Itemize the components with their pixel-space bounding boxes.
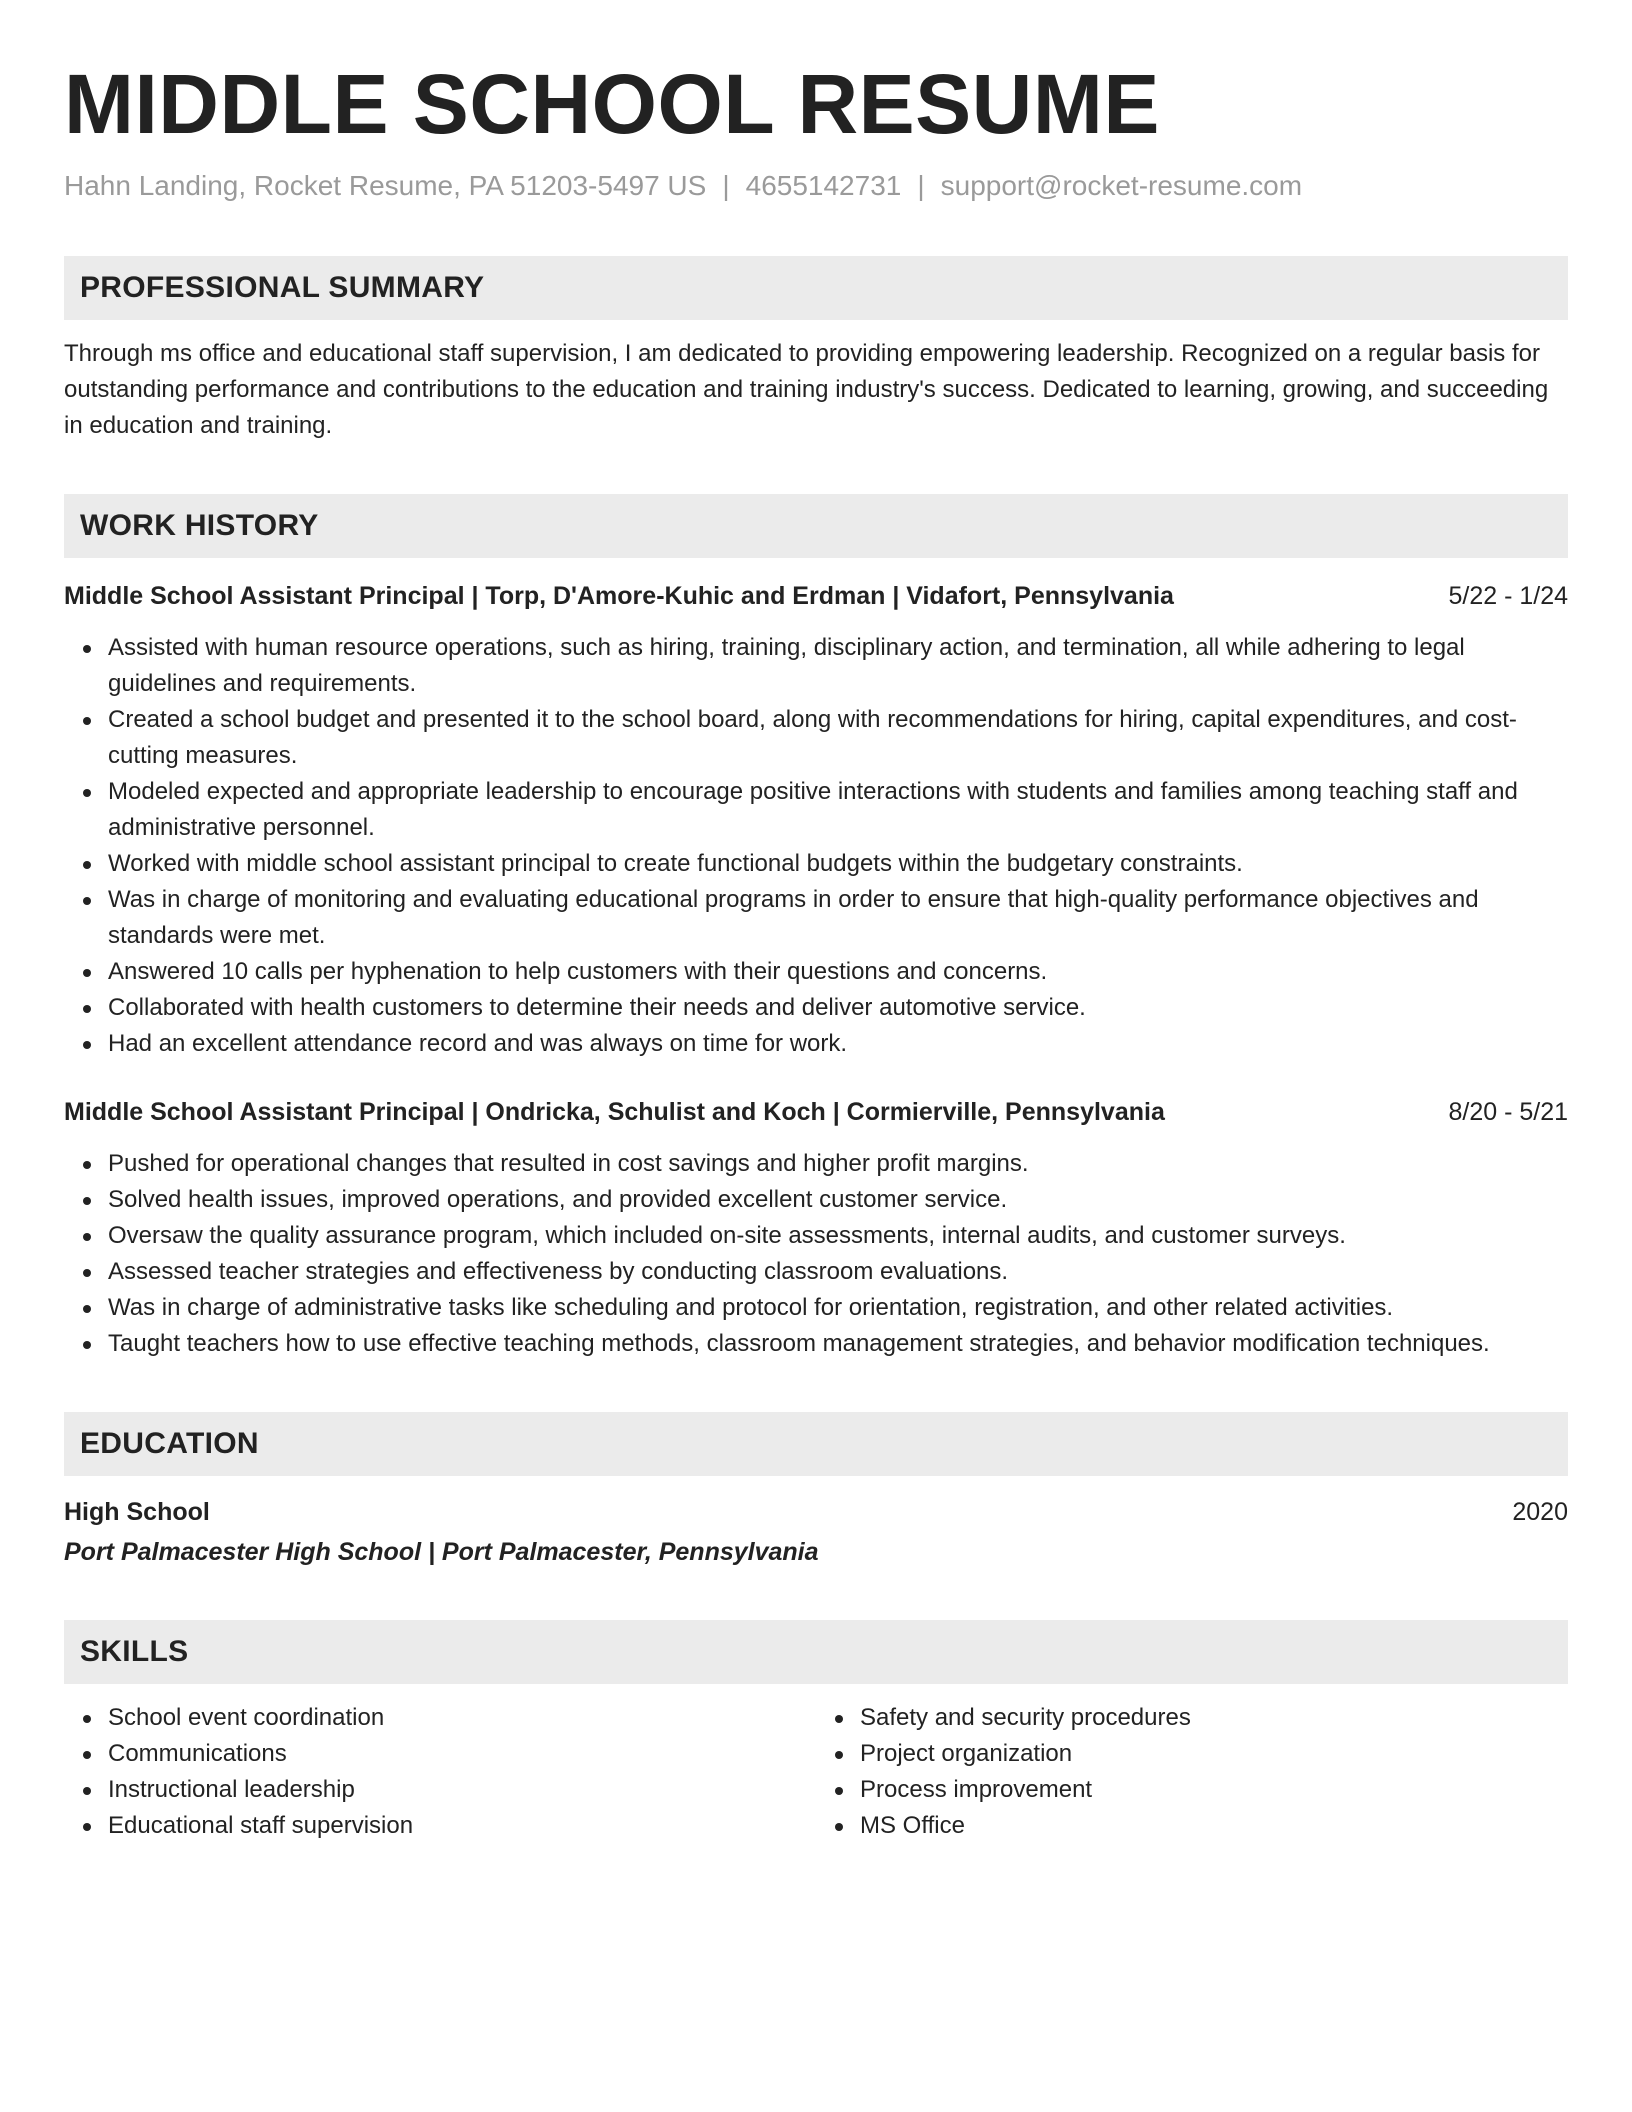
- skill-item: School event coordination: [108, 1700, 816, 1736]
- job-header: [64, 578, 1568, 614]
- job-bullet: Created a school budget and presented it to the school board, along with recommendations for hiring, capital expenditures, and cost-cutting measures.: [108, 702, 1568, 774]
- job-dates: 5/22 - 1/24: [1448, 582, 1568, 610]
- education-header: [64, 1494, 1568, 1530]
- job-bullet: Had an excellent attendance record and was always on time for work.: [108, 1026, 1568, 1062]
- summary-text: Through ms office and educational staff supervision, I am dedicated to providing empowering leadership. Recognized on a regular basis for outstanding performance and contributions to the education and training industry's success. Dedicated to learning, growing, and succeeding in education and training.: [64, 340, 1549, 439]
- job-entry: [64, 578, 1568, 1062]
- skill-item: Instructional leadership: [108, 1772, 816, 1808]
- job-bullet: Worked with middle school assistant principal to create functional budgets within the budgetary constraints.: [108, 846, 1568, 882]
- skill-item: Project organization: [860, 1736, 1568, 1772]
- job-bullet: Oversaw the quality assurance program, which included on-site assessments, internal audits, and customer surveys.: [108, 1218, 1568, 1254]
- contact-separator: |: [722, 170, 730, 201]
- job-bullets: [64, 1146, 1568, 1362]
- skills-columns: [64, 1700, 1568, 1844]
- skill-item: Process improvement: [860, 1772, 1568, 1808]
- skill-item: MS Office: [860, 1808, 1568, 1844]
- job-bullet: Was in charge of monitoring and evaluating educational programs in order to ensure that high-quality performance objectives and standards were met.: [108, 882, 1568, 954]
- skills-section: [64, 1620, 1568, 1844]
- job-bullet: Assisted with human resource operations, such as hiring, training, disciplinary action, and termination, all while adhering to legal guidelines and requirements.: [108, 630, 1568, 702]
- job-title: Middle School Assistant Principal | Ondricka, Schulist and Koch | Cormierville, Pennsylvania: [64, 1098, 1165, 1126]
- skills-left-column: [64, 1700, 816, 1844]
- section-heading: WORK HISTORY: [64, 494, 1568, 558]
- contact-separator: |: [917, 170, 925, 201]
- job-dates: 8/20 - 5/21: [1448, 1098, 1568, 1126]
- education-entry: [64, 1494, 1568, 1570]
- skill-item: Safety and security procedures: [860, 1700, 1568, 1736]
- job-bullets: [64, 630, 1568, 1062]
- job-bullet: Solved health issues, improved operations, and provided excellent customer service.: [108, 1182, 1568, 1218]
- job-bullet: Assessed teacher strategies and effectiveness by conducting classroom evaluations.: [108, 1254, 1568, 1290]
- resume-title: MIDDLE SCHOOL RESUME: [64, 57, 1160, 151]
- education-school: Port Palmacester High School | Port Palmacester, Pennsylvania: [64, 1538, 819, 1566]
- skill-item: Communications: [108, 1736, 816, 1772]
- job-bullet: Was in charge of administrative tasks like scheduling and protocol for orientation, registration, and other related activities.: [108, 1290, 1568, 1326]
- section-heading: PROFESSIONAL SUMMARY: [64, 256, 1568, 320]
- contact-phone: 4655142731: [745, 170, 902, 201]
- work-history-section: [64, 494, 1568, 1362]
- section-heading: SKILLS: [64, 1620, 1568, 1684]
- education-section: [64, 1412, 1568, 1570]
- job-title: Middle School Assistant Principal | Torp, D'Amore-Kuhic and Erdman | Vidafort, Pennsylvania: [64, 582, 1174, 610]
- contact-email: support@rocket-resume.com: [940, 170, 1303, 201]
- summary-section: [64, 256, 1568, 444]
- education-year: 2020: [1512, 1498, 1568, 1526]
- education-degree: High School: [64, 1498, 210, 1526]
- contact-address: Hahn Landing, Rocket Resume, PA 51203-5497 US: [64, 170, 707, 201]
- section-heading: EDUCATION: [64, 1412, 1568, 1476]
- job-bullet: Taught teachers how to use effective teaching methods, classroom management strategies, and behavior modification techniques.: [108, 1326, 1568, 1362]
- job-entry: [64, 1094, 1568, 1362]
- skills-right-column: [816, 1700, 1568, 1844]
- job-bullet: Modeled expected and appropriate leadership to encourage positive interactions with students and families among teaching staff and administrative personnel.: [108, 774, 1568, 846]
- skill-item: Educational staff supervision: [108, 1808, 816, 1844]
- contact-line: [64, 168, 1568, 204]
- job-bullet: Collaborated with health customers to determine their needs and deliver automotive service.: [108, 990, 1568, 1026]
- job-header: [64, 1094, 1568, 1130]
- job-bullet: Pushed for operational changes that resulted in cost savings and higher profit margins.: [108, 1146, 1568, 1182]
- job-bullet: Answered 10 calls per hyphenation to help customers with their questions and concerns.: [108, 954, 1568, 990]
